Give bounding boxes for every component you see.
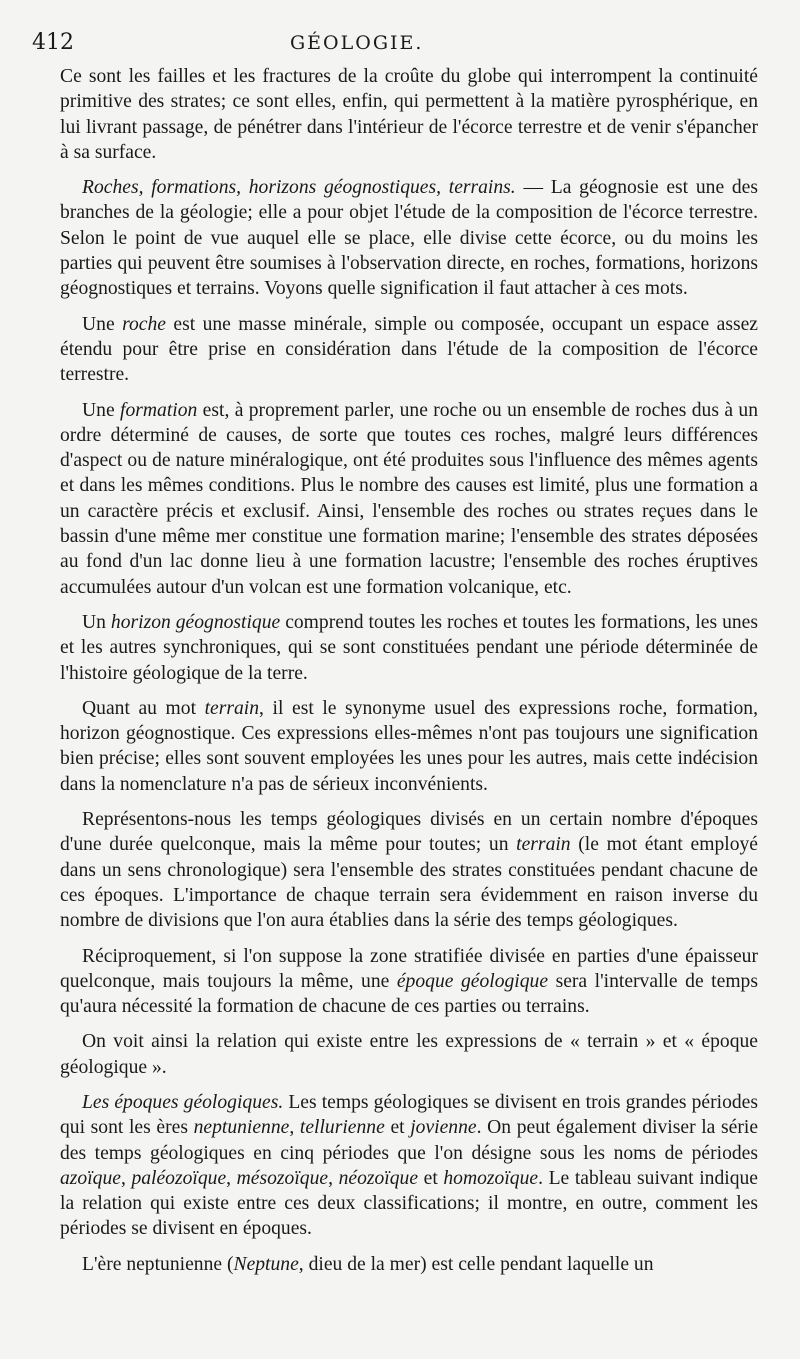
italic-text: néozoïque	[338, 1167, 419, 1189]
italic-text: Les époques géologiques.	[82, 1091, 284, 1113]
text-segment: L'ère neptunienne (	[82, 1253, 234, 1275]
text-segment: (le mot étant employé dans un sens chronologique) sera l'ensemble des strates constituées pendant chacune de ces époques. L'importance de chaque terrain sera évidemment en raison inverse du nombre de divisions que l'on aura établies dans la série des temps géologiques.	[60, 834, 758, 932]
paragraph	[60, 807, 758, 933]
text-segment: , dieu de la mer) est celle pendant laquelle un	[298, 1253, 654, 1275]
text-segment: . On peut également diviser la série des temps géologiques en cinq périodes que l'on désigne sous les noms de périodes	[60, 1117, 759, 1164]
italic-text: azoïque	[60, 1167, 121, 1189]
text-segment: Quant au mot	[82, 697, 205, 719]
italic-text: formation	[120, 399, 198, 421]
text-segment: est une masse minérale, simple ou composée, occupant un espace assez étendu pour être prise en considération dans l'étude de la composition de l'écorce terrestre.	[60, 313, 758, 386]
text-segment: comprend toutes les roches et toutes les formations, les unes et les autres synchroniques, qui se sont constituées pendant une période déterminée de l'histoire géologique de la terre.	[60, 611, 758, 684]
italic-text: terrain	[204, 697, 260, 719]
paragraph	[60, 696, 758, 797]
italic-text: neptunienne	[193, 1117, 290, 1139]
page-number: 412	[32, 30, 74, 55]
text-segment: et	[384, 1117, 411, 1139]
text-segment: On voit ainsi la relation qui existe entre les expressions de « terrain » et « époque géologique ».	[60, 1031, 758, 1078]
text-segment: . Le tableau suivant indique la relation qui existe entre ces deux classifications; il montre, en outre, comment les périodes se divisent en époques.	[60, 1167, 758, 1240]
paragraph	[60, 1252, 758, 1277]
text-segment: ,	[328, 1167, 339, 1189]
italic-text: jovienne	[410, 1117, 477, 1139]
text-segment: Un	[82, 611, 111, 633]
text-segment: Représentons-nous les temps géologiques divisés en un certain nombre d'époques d'une durée quelconque, mais la même pour toutes; un	[60, 809, 758, 856]
paragraph	[60, 610, 758, 686]
text-segment: sera l'intervalle de temps qu'aura nécessité la formation de chacune de ces parties ou terrains.	[60, 970, 758, 1018]
running-title: GÉOLOGIE.	[290, 32, 424, 54]
text-segment: ,	[226, 1167, 237, 1189]
italic-text: tellurienne	[299, 1117, 385, 1139]
paragraph	[60, 398, 758, 600]
text-segment: ,	[289, 1117, 300, 1139]
paragraph	[60, 1090, 758, 1242]
paragraph	[60, 175, 758, 301]
text-segment: Réciproquement, si l'on suppose la zone stratifiée divisée en parties d'une épaisseur quelconque, mais toujours la même, une	[60, 945, 758, 992]
text-segment: — La géognosie est une des branches de la géologie; elle a pour objet l'étude de la composition de l'écorce terrestre. Selon le point de vue auquel elle se place, elle divise cette écorce, ou du moins les parties qui peuvent être soumises à l'observation directe, en roches, formations, horizons géognostiques et terrains. Voyons quelle signification il faut attacher à ces mots.	[60, 177, 758, 300]
text-segment: Ce sont les failles et les fractures de la croûte du globe qui interrompent la continuité primitive des strates; ce sont elles, enfin, qui permettent à la matière pyrosphérique, en lui livrant passage, de pénétrer dans l'intérieur de l'écorce terrestre et de venir s'épancher à sa surface.	[60, 66, 758, 163]
italic-text: Roches, formations, horizons géognostiques, terrains.	[82, 177, 516, 199]
paragraph	[60, 312, 758, 388]
italic-text: horizon géognostique	[110, 611, 281, 633]
text-segment: Une	[82, 313, 123, 335]
italic-text: paléozoïque	[131, 1167, 227, 1189]
italic-text: terrain	[516, 834, 571, 856]
italic-text: homozoïque	[443, 1167, 539, 1189]
text-segment: , il est le synonyme usuel des expressions roche, formation, horizon géognostique. Ces expressions elles-mêmes n'ont pas toujours une signification bien précise; elles sont souvent employées les unes pour les autres, mais cette indécision dans la nomenclature n'a pas de sérieux inconvénients.	[60, 697, 758, 795]
text-segment: est, à proprement parler, une roche ou un ensemble de roches dus à un ordre déterminé de causes, de sorte que toutes ces roches, malgré leurs différences d'aspect ou de nature minéralogique, ont été produites sous l'influence des mêmes agents et dans les mêmes conditions. Plus le nombre des causes est limité, plus une formation a un caractère précis et exclusif. Ainsi, l'ensemble des roches ou strates reçues dans le bassin d'une même mer constitue une formation marine; l'ensemble des strates déposées au fond d'un lac donne lieu à une formation lacustre; l'ensemble des roches éruptives accumulées autour d'un volcan est une formation volcanique, etc.	[60, 399, 758, 598]
italic-text: roche	[122, 313, 166, 335]
text-segment: et	[418, 1167, 444, 1189]
body-text	[60, 64, 758, 1277]
paragraph	[60, 64, 758, 165]
italic-text: mésozoïque	[236, 1167, 329, 1189]
paragraph	[60, 944, 758, 1020]
text-segment: Les temps géologiques se divisent en trois grandes périodes qui sont les ères	[60, 1091, 758, 1139]
italic-text: époque géologique	[396, 970, 549, 992]
text-segment: Une	[82, 399, 121, 421]
paragraph	[60, 1029, 758, 1080]
text-segment: ,	[120, 1167, 132, 1189]
italic-text: Neptune	[233, 1253, 299, 1275]
page-header	[32, 30, 758, 62]
